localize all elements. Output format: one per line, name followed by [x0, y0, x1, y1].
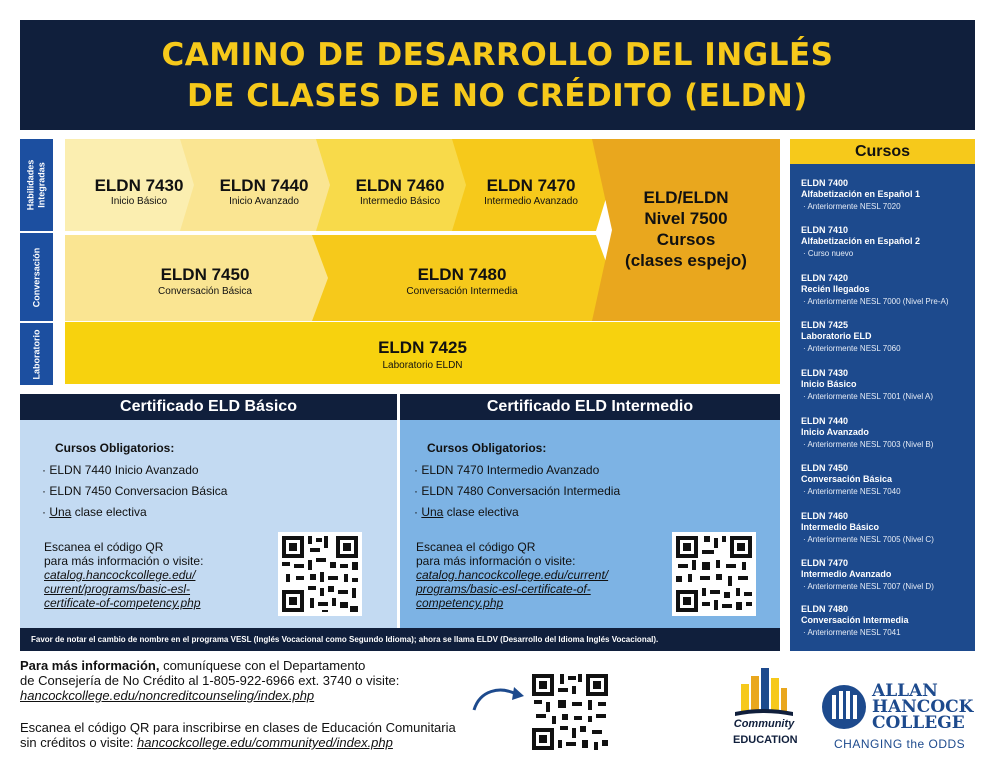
ahc-line1: ALLAN	[872, 681, 938, 701]
cert-intermediate-heading: Certificado ELD Intermedio	[400, 394, 780, 420]
required-courses-title: Cursos Obligatorios:	[55, 441, 175, 455]
course-former: · Anteriormente NESL 7003 (Nivel B)	[801, 438, 971, 451]
qr-code-icon	[672, 532, 756, 616]
info-line2: de Consejería de No Crédito al 1-805-922-6966 ext. 3740 o visite:	[20, 673, 400, 688]
info-text1: comuníquese con el Departamento	[159, 658, 366, 673]
course-code: ELDN 7480	[417, 265, 507, 284]
course-name: Conversación Básica	[158, 286, 252, 297]
college-seal-icon	[820, 683, 868, 731]
title-banner	[20, 20, 975, 130]
course-former: · Anteriormente NESL 7020	[801, 200, 971, 213]
course-former: · Curso nuevo	[801, 247, 971, 260]
course-name: Conversación Básica	[801, 474, 893, 484]
level-7500-line1: ELD/ELDN	[643, 188, 729, 207]
list-item	[42, 502, 227, 523]
catalog-link[interactable]: catalog.hancockcollege.edu/	[44, 568, 196, 582]
list-item	[801, 178, 971, 213]
list-item: · ELDN 7470 Intermedio Avanzado	[414, 460, 620, 481]
qr-code-icon	[530, 672, 610, 752]
info-bold: Para más información,	[20, 658, 160, 673]
list-item	[801, 273, 971, 308]
page-title-line2: DE CLASES DE NO CRÉDITO (ELDN)	[187, 78, 808, 114]
course-name: Laboratorio ELDN	[382, 360, 463, 371]
counseling-link[interactable]: hancockcollege.edu/noncreditcounseling/index.php	[20, 688, 315, 703]
list-item	[801, 511, 971, 546]
level-7500-box	[592, 139, 780, 321]
catalog-link[interactable]: programs/basic-esl-certificate-of-	[416, 582, 591, 596]
course-name: Inicio Avanzado	[801, 427, 869, 437]
list-item	[801, 558, 971, 593]
underlined-word: Una	[421, 505, 444, 519]
catalog-link[interactable]: certificate-of-competency.php	[44, 596, 201, 610]
courses-panel	[790, 139, 975, 651]
course-name: Intermedio Básico	[359, 196, 441, 207]
course-code: ELDN 7470	[801, 558, 849, 568]
course-name: Conversación Intermedia	[801, 615, 909, 625]
scan-line1: Escanea el código QR	[416, 540, 536, 554]
list-item	[801, 604, 971, 639]
cert-intermediate-panel	[400, 394, 780, 651]
pathway-diagram	[20, 139, 780, 385]
course-code: ELDN 7470	[486, 176, 576, 195]
cert-basic-panel	[20, 394, 397, 651]
course-former: · Anteriormente NESL 7001 (Nivel A)	[801, 390, 971, 403]
sidebar-lab	[20, 323, 53, 385]
list-item	[801, 225, 971, 260]
qr-code-icon	[278, 532, 362, 616]
sidebar-label-integrated: Habilidades Integradas	[25, 159, 47, 211]
sidebar-label-conversation: Conversación	[31, 247, 41, 307]
course-former: · Anteriormente NESL 7005 (Nivel C)	[801, 533, 971, 546]
course-code: ELDN 7425	[378, 338, 467, 357]
curved-arrow-icon	[470, 684, 526, 714]
course-code: ELDN 7425	[801, 320, 849, 330]
community-ed-link[interactable]: hancockcollege.edu/communityed/index.php	[137, 735, 393, 750]
qr-code[interactable]	[278, 532, 362, 616]
course-code: ELDN 7440	[219, 176, 309, 195]
allan-hancock-college-logo	[820, 683, 980, 755]
list-item	[801, 416, 971, 451]
community-education-logo	[733, 668, 798, 754]
course-code: ELDN 7420	[801, 273, 849, 283]
course-code: ELDN 7430	[94, 176, 184, 195]
underlined-word: Una	[49, 505, 72, 519]
course-former: · Anteriormente NESL 7041	[801, 626, 971, 639]
scan-line2: para más información o visite:	[416, 554, 576, 568]
elective-text: clase electiva	[443, 505, 519, 519]
course-name: Alfabetización en Español 2	[801, 236, 921, 246]
list-item	[414, 502, 620, 523]
scan-line2: para más información o visite:	[44, 554, 204, 568]
courses-heading: Cursos	[790, 139, 975, 164]
qr-code[interactable]	[672, 532, 756, 616]
course-arrow-7450	[65, 235, 345, 321]
course-code: ELDN 7410	[801, 225, 849, 235]
page-title-line1: CAMINO DE DESARROLLO DEL INGLÉS	[161, 37, 834, 73]
course-name: Inicio Básico	[110, 196, 168, 207]
course-code: ELDN 7460	[355, 176, 445, 195]
course-code: ELDN 7450	[160, 265, 250, 284]
course-code: ELDN 7480	[801, 604, 849, 614]
course-name: Laboratorio ELD	[801, 331, 872, 341]
course-former: · Anteriormente NESL 7007 (Nivel D)	[801, 580, 971, 593]
ahc-tagline: CHANGING the ODDS	[834, 737, 966, 751]
scan-text	[44, 540, 203, 610]
course-name: Conversación Intermedia	[406, 286, 518, 297]
course-code: ELDN 7450	[801, 463, 849, 473]
community-text2: sin créditos o visite:	[20, 735, 138, 750]
course-name: Recién llegados	[801, 284, 870, 294]
course-code: ELDN 7460	[801, 511, 849, 521]
required-courses-title: Cursos Obligatorios:	[427, 441, 547, 455]
more-info-block	[20, 658, 530, 703]
course-arrow-7470	[452, 139, 610, 231]
course-arrow-7480	[312, 235, 612, 321]
course-name: Intermedio Avanzado	[801, 569, 892, 579]
level-7500-text	[592, 187, 780, 271]
community-line1: Escanea el código QR para inscribirse en clases de Educación Comunitaria	[20, 720, 456, 735]
course-former: · Anteriormente NESL 7060	[801, 342, 971, 355]
level-7500-line2: Nivel 7500	[644, 209, 728, 228]
scan-line1: Escanea el código QR	[44, 540, 164, 554]
list-item	[801, 320, 971, 355]
list-item	[801, 368, 971, 403]
ahc-line2: HANCOCK	[872, 697, 974, 717]
certificates-section	[20, 394, 780, 651]
ahc-line3: COLLEGE	[872, 713, 965, 733]
required-courses-list	[42, 460, 227, 523]
sidebar-conversation	[20, 233, 53, 321]
building-books-icon	[733, 668, 795, 718]
course-name: Inicio Avanzado	[229, 196, 299, 207]
level-7500-line4: (clases espejo)	[625, 251, 747, 270]
ce-word2: EDUCATION	[733, 734, 798, 746]
list-item	[801, 463, 971, 498]
info-line1	[20, 658, 530, 673]
course-former: · Anteriormente NESL 7040	[801, 485, 971, 498]
course-name: Alfabetización en Español 1	[801, 189, 921, 199]
course-former: · Anteriormente NESL 7000 (Nivel Pre-A)	[801, 295, 971, 308]
level-7500-line3: Cursos	[656, 230, 716, 249]
community-line2	[20, 735, 540, 750]
elective-text: clase electiva	[71, 505, 147, 519]
qr-code[interactable]	[530, 672, 610, 752]
catalog-link[interactable]: current/programs/basic-esl-	[44, 582, 191, 596]
course-name: Intermedio Avanzado	[484, 196, 578, 207]
ce-word1: Community	[733, 718, 795, 730]
course-code: ELDN 7440	[801, 416, 849, 426]
required-courses-list	[414, 460, 620, 523]
list-item: · ELDN 7440 Inicio Avanzado	[42, 460, 227, 481]
course-code: ELDN 7430	[801, 368, 849, 378]
list-item: · ELDN 7450 Conversacion Básica	[42, 481, 227, 502]
catalog-link[interactable]: competency.php	[416, 596, 504, 610]
course-code: ELDN 7400	[801, 178, 849, 188]
course-bar-7425	[65, 322, 780, 384]
list-item: · ELDN 7480 Conversación Intermedia	[414, 481, 620, 502]
cert-basic-heading: Certificado ELD Básico	[20, 394, 397, 420]
course-name: Inicio Básico	[801, 379, 857, 389]
course-name: Intermedio Básico	[801, 522, 880, 532]
community-ed-block	[20, 720, 540, 750]
name-change-note: Favor de notar el cambio de nombre en el programa VESL (Inglés Vocacional como Segundo Idioma); ahora se llama ELDV (Desarrollo del Idioma Inglés Vocacional).	[20, 628, 780, 651]
scan-text	[416, 540, 608, 610]
catalog-link[interactable]: catalog.hancockcollege.edu/current/	[416, 568, 609, 582]
sidebar-label-lab: Laboratorio	[31, 328, 42, 380]
sidebar-integrated-skills	[20, 139, 53, 231]
